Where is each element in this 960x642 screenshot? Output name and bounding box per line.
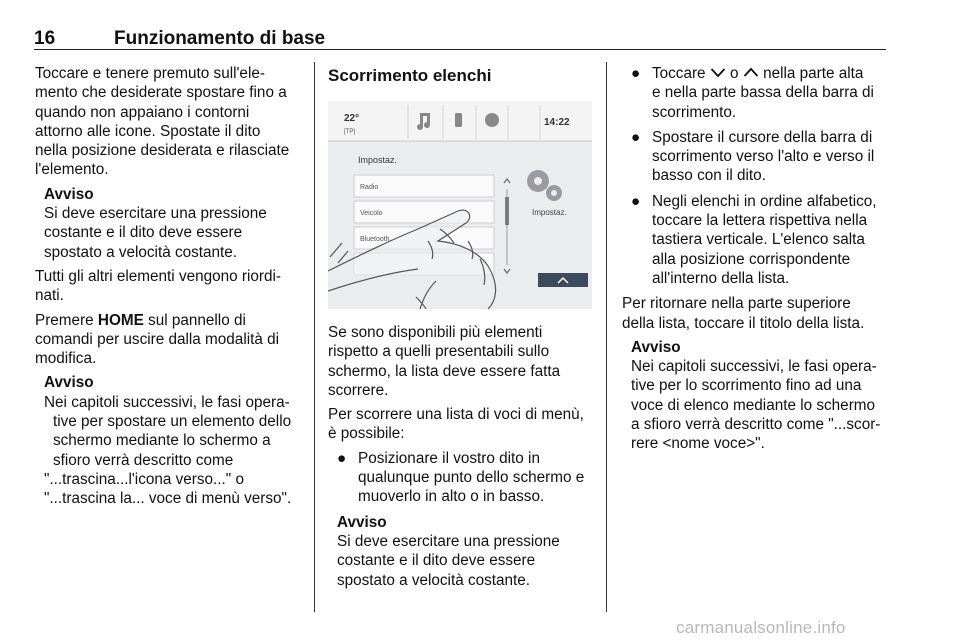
record-icon (485, 113, 499, 127)
note-title: Avviso (337, 513, 387, 531)
bullet-dot: ● (337, 449, 347, 467)
screen-temperature: 22° (344, 113, 360, 124)
screen-list-item: Veicolo (360, 210, 383, 217)
screen-tp: [TP] (344, 129, 356, 135)
paragraph: Tutti gli altri elementi vengono riordi- nati. (35, 267, 281, 305)
bullet-dot: ● (631, 192, 641, 210)
chevron-down-icon (710, 66, 726, 79)
column-right (622, 64, 888, 459)
paragraph: Se sono disponibili più elementi rispetto a quelli presentabili sullo schermo, la lista deve essere fatta scorrere. (328, 324, 561, 399)
column-divider (606, 62, 607, 612)
note-box: Avviso Nei capitoli successivi, le fasi opera- tive per lo scorrimento fino ad una voce di elenco mediante lo schermo a sfioro verrà descritto come "...scor- rere <nome voce>". (622, 338, 888, 454)
paragraph: Premere HOME sul pannello di comandi per uscire dalla modalità di modifica. (35, 311, 280, 368)
column-left (35, 64, 307, 514)
bullet-item: ● Negli elenchi in ordine alfabetico, toccare la lettera rispettiva nella tastiera verticale. L'elenco salta alla posizione corrispondente all'interno della lista. (631, 192, 877, 287)
paragraph: Toccare e tenere premuto sull'ele- mento che desiderate spostare fino a quando non appaiano i contorni attorno alle icone. Spostate il dito nella posizione desiderata e rilasciate l'elemento. (35, 65, 290, 179)
bullet-item: ● Toccare o nella parte alta e nella parte bassa della barra di scorrimento. (631, 65, 874, 121)
note-title: Avviso (44, 374, 94, 392)
section-heading: Scorrimento elenchi (328, 66, 492, 85)
touchscreen-illustration (328, 101, 592, 309)
bullet-dot: ● (631, 65, 641, 82)
page-header (34, 28, 886, 50)
bullet-dot: ● (631, 128, 641, 146)
screen-side-label: Impostaz. (532, 208, 567, 217)
note-box: Avviso Si deve esercitare una pressione costante e il dito deve essere spostato a velocità costante. (35, 185, 307, 262)
watermark: carmanualsonline.info (676, 618, 846, 637)
phone-icon (455, 113, 462, 127)
note-title: Avviso (631, 338, 681, 356)
home-key-label: HOME (97, 311, 144, 329)
column-middle (328, 64, 596, 595)
note-box: Avviso Nei capitoli successivi, le fasi opera- tive per spostare un elemento dello schermo mediante lo schermo a sfioro verrà descritto come "...trascina...l'icona verso..." o "...trascina la... voce di menù verso". (35, 373, 307, 508)
page-title: Funzionamento di base (114, 28, 326, 49)
screen-list-item: Radio (360, 184, 379, 191)
screen-list-title: Impostaz. (358, 155, 398, 165)
bullet-item: ● Posizionare il vostro dito in qualunque punto dello schermo e muoverlo in alto o in basso. (337, 449, 585, 506)
paragraph: Per scorrere una lista di voci di menù, è possibile: (328, 406, 584, 443)
screenshot-illustration (328, 101, 592, 309)
column-divider (314, 62, 315, 612)
screen-list-item: Bluetooth (360, 236, 390, 243)
paragraph: Per ritornare nella parte superiore della lista, toccare il titolo della lista. (622, 295, 865, 332)
bullet-item: ● Spostare il cursore della barra di scorrimento verso l'alto e verso il basso con il dito. (631, 128, 875, 185)
screen-time: 14:22 (544, 117, 570, 128)
note-title: Avviso (44, 185, 94, 203)
note-box: Avviso Si deve esercitare una pressione costante e il dito deve essere spostato a velocità costante. (328, 513, 596, 590)
page-number: 16 (34, 28, 56, 49)
chevron-up-icon (743, 66, 759, 79)
scrollbar-thumb (505, 197, 509, 225)
